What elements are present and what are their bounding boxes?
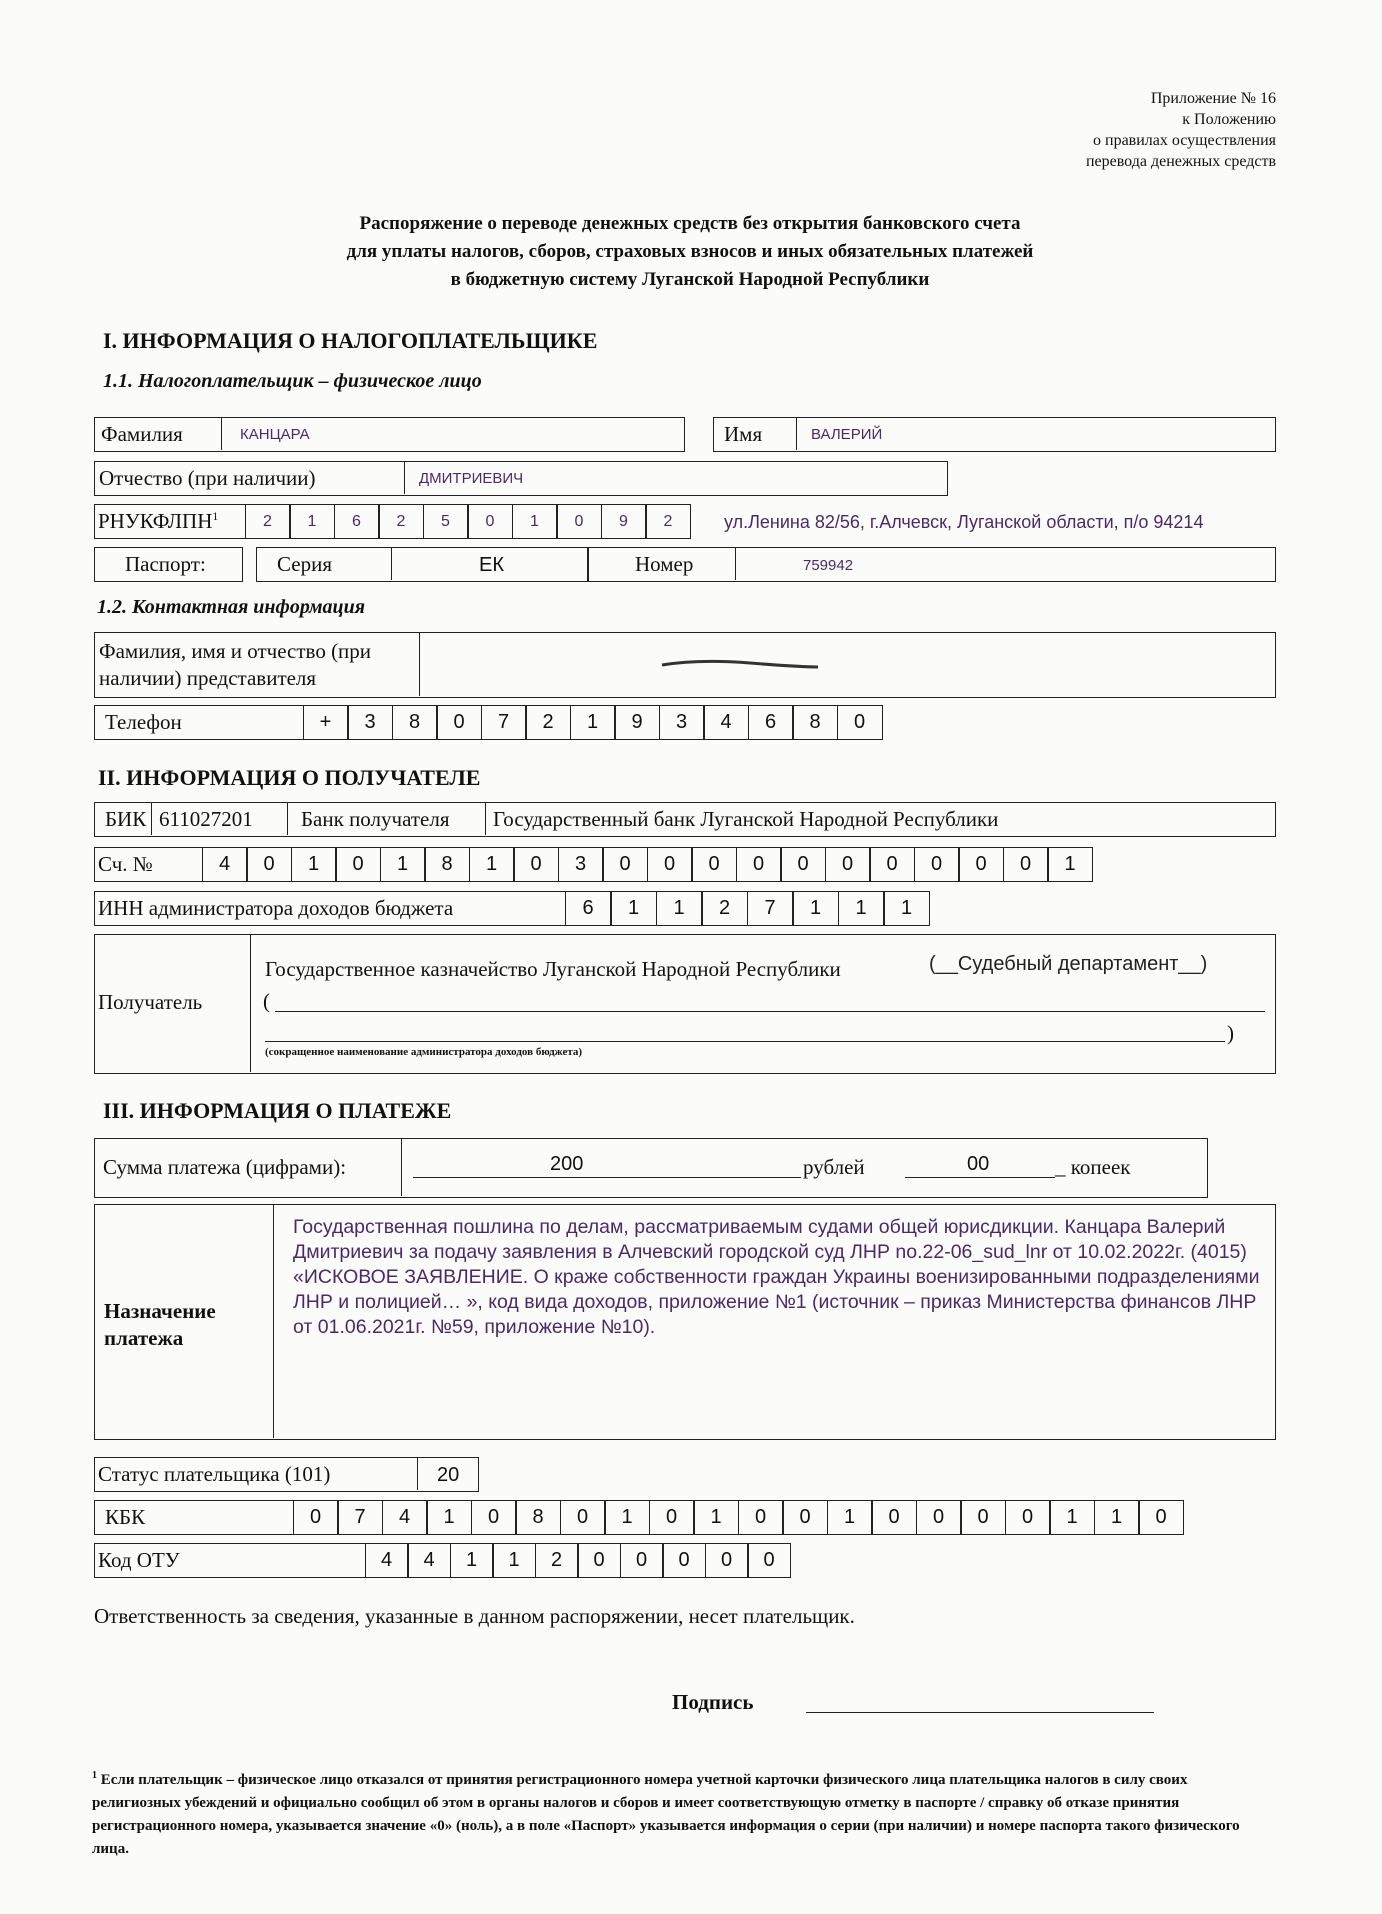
kbk-label-box bbox=[94, 1500, 294, 1535]
bik-bank-row bbox=[94, 802, 1276, 837]
digit-cell[interactable]: 1 bbox=[570, 705, 616, 740]
digit-cell[interactable]: 6 bbox=[565, 891, 612, 926]
signature-label: Подпись bbox=[672, 1690, 754, 1714]
number-label: Номер bbox=[635, 552, 694, 576]
digit-cell[interactable]: 7 bbox=[337, 1500, 383, 1535]
digit-cell[interactable]: 0 bbox=[1003, 847, 1049, 882]
digit-cell[interactable]: 0 bbox=[293, 1500, 339, 1535]
status-value: 20 bbox=[437, 1464, 460, 1486]
digit-cell[interactable]: 0 bbox=[691, 847, 737, 882]
digit-cell[interactable]: 1 bbox=[1047, 847, 1093, 882]
digit-cell[interactable]: 8 bbox=[424, 847, 470, 882]
title-line: Распоряжение о переводе денежных средств без открытия банковского счета bbox=[359, 213, 1021, 234]
digit-cell[interactable]: 9 bbox=[601, 504, 647, 539]
digit-cell[interactable]: 9 bbox=[614, 705, 660, 740]
digit-cell[interactable]: 2 bbox=[645, 504, 691, 539]
digit-cell[interactable]: 1 bbox=[883, 891, 930, 926]
footnote bbox=[92, 1764, 1272, 1861]
name-label: Имя bbox=[724, 422, 763, 446]
representative-label: Фамилия, имя и отчество (при bbox=[99, 639, 372, 663]
digit-cell[interactable]: 6 bbox=[334, 504, 380, 539]
name-value: ВАЛЕРИЙ bbox=[811, 426, 883, 443]
header-line: Приложение № 16 bbox=[1150, 90, 1276, 107]
footnote-mark: 1 bbox=[92, 1770, 97, 1781]
header-line: перевода денежных средств bbox=[1085, 153, 1276, 170]
patronymic-label: Отчество (при наличии) bbox=[99, 466, 316, 490]
purpose-label: Назначение bbox=[104, 1299, 216, 1323]
phone-label-box bbox=[94, 705, 304, 740]
passport-series-field[interactable] bbox=[256, 547, 588, 582]
digit-cell[interactable]: 1 bbox=[610, 891, 657, 926]
inn-label: ИНН администратора доходов бюджета bbox=[98, 896, 454, 920]
account-label: Сч. № bbox=[98, 852, 153, 876]
bank-value: Государственный банк Луганской Народной Республики bbox=[493, 807, 999, 831]
digit-cell[interactable]: 4 bbox=[407, 1543, 451, 1578]
sum-kopecks-value: 00 bbox=[967, 1153, 990, 1175]
digit-cell[interactable]: 0 bbox=[647, 847, 693, 882]
recipient-value: Государственное казначейство Луганской Народной Республики bbox=[265, 957, 841, 981]
pen-stroke-mark bbox=[660, 655, 820, 675]
digit-cell[interactable]: 0 bbox=[602, 847, 648, 882]
phone-label: Телефон bbox=[105, 710, 182, 734]
digit-cell[interactable]: 1 bbox=[380, 847, 426, 882]
digit-cell[interactable]: 0 bbox=[1005, 1500, 1051, 1535]
digit-cell[interactable]: 6 bbox=[748, 705, 794, 740]
digit-cell[interactable]: 7 bbox=[481, 705, 527, 740]
digit-cell[interactable]: 8 bbox=[392, 705, 438, 740]
oktmo-label-box bbox=[94, 1543, 366, 1578]
account-label-box bbox=[94, 847, 203, 882]
digit-cell[interactable]: 1 bbox=[469, 847, 515, 882]
digit-cell[interactable]: 0 bbox=[467, 504, 513, 539]
recipient-open-paren: ( bbox=[263, 989, 270, 1013]
sum-label: Сумма платежа (цифрами): bbox=[103, 1155, 347, 1179]
digit-cell[interactable]: + bbox=[303, 705, 349, 740]
section-2-heading: II. ИНФОРМАЦИЯ О ПОЛУЧАТЕЛЕ bbox=[98, 765, 481, 790]
digit-cell[interactable]: 0 bbox=[662, 1543, 706, 1578]
kbk-digits[interactable] bbox=[294, 1500, 1184, 1535]
digit-cell[interactable]: 1 bbox=[1094, 1500, 1140, 1535]
digit-cell[interactable]: 1 bbox=[426, 1500, 472, 1535]
digit-cell[interactable]: 2 bbox=[525, 705, 571, 740]
digit-cell[interactable]: 0 bbox=[335, 847, 381, 882]
digit-cell[interactable]: 0 bbox=[560, 1500, 606, 1535]
digit-cell[interactable]: 3 bbox=[347, 705, 393, 740]
appendix-header bbox=[876, 88, 1276, 172]
digit-cell[interactable]: 8 bbox=[792, 705, 838, 740]
digit-cell[interactable]: 1 bbox=[289, 504, 335, 539]
digit-cell[interactable]: 0 bbox=[649, 1500, 695, 1535]
digit-cell[interactable]: 0 bbox=[738, 1500, 784, 1535]
digit-cell[interactable]: 4 bbox=[382, 1500, 428, 1535]
digit-cell[interactable]: 4 bbox=[202, 847, 248, 882]
digit-cell[interactable]: 0 bbox=[782, 1500, 828, 1535]
name-field[interactable] bbox=[713, 417, 1276, 452]
digit-cell[interactable]: 1 bbox=[450, 1543, 494, 1578]
title-line: в бюджетную систему Луганской Народной Республики bbox=[450, 269, 930, 290]
account-digits[interactable] bbox=[203, 847, 1093, 882]
digit-cell[interactable]: 4 bbox=[703, 705, 749, 740]
digit-cell[interactable]: 2 bbox=[245, 504, 291, 539]
surname-label: Фамилия bbox=[101, 422, 183, 446]
recipient-block bbox=[94, 934, 1276, 1074]
bik-label: БИК bbox=[105, 807, 147, 831]
subsection-1-2: 1.2. Контактная информация bbox=[97, 596, 366, 618]
recipient-caption: (сокращенное наименование администратора доходов бюджета) bbox=[265, 1046, 583, 1058]
digit-cell[interactable]: 0 bbox=[960, 1500, 1006, 1535]
digit-cell[interactable]: 0 bbox=[513, 847, 559, 882]
bank-label: Банк получателя bbox=[301, 807, 450, 831]
phone-digits[interactable] bbox=[304, 705, 883, 740]
sum-rubles-value: 200 bbox=[550, 1153, 584, 1175]
digit-cell[interactable]: 0 bbox=[914, 847, 960, 882]
series-label: Серия bbox=[277, 552, 332, 576]
subsection-1-1: 1.1. Налогоплательщик – физическое лицо bbox=[103, 370, 482, 392]
digit-cell[interactable]: 0 bbox=[825, 847, 871, 882]
digit-cell[interactable]: 0 bbox=[471, 1500, 517, 1535]
document-title bbox=[140, 210, 1240, 294]
section-1-heading: I. ИНФОРМАЦИЯ О НАЛОГОПЛАТЕЛЬЩИКЕ bbox=[103, 328, 598, 353]
digit-cell[interactable]: 1 bbox=[693, 1500, 739, 1535]
surname-value: КАНЦАРА bbox=[240, 426, 310, 443]
surname-field[interactable] bbox=[94, 417, 685, 452]
rnukflpn-digits[interactable] bbox=[246, 504, 691, 539]
digit-cell[interactable]: 0 bbox=[869, 847, 915, 882]
purpose-label: платежа bbox=[104, 1326, 184, 1350]
passport-label: Паспорт: bbox=[125, 552, 206, 576]
representative-field[interactable] bbox=[94, 632, 1276, 698]
status-label: Статус плательщика (101) bbox=[98, 1462, 331, 1486]
number-value: 759942 bbox=[803, 557, 854, 574]
rubles-label: рублей bbox=[803, 1155, 865, 1179]
digit-cell[interactable]: 0 bbox=[958, 847, 1004, 882]
header-line: к Положению bbox=[1182, 111, 1276, 128]
digit-cell[interactable]: 0 bbox=[916, 1500, 962, 1535]
digit-cell[interactable]: 0 bbox=[577, 1543, 621, 1578]
rnukflpn-label: РНУКФЛПН bbox=[98, 509, 213, 533]
digit-cell[interactable]: 0 bbox=[705, 1543, 749, 1578]
kbk-label: КБК bbox=[105, 1505, 146, 1529]
oktmo-label: Код ОТУ bbox=[98, 1548, 180, 1572]
digit-cell[interactable]: 1 bbox=[838, 891, 885, 926]
digit-cell[interactable]: 1 bbox=[656, 891, 703, 926]
rnukflpn-label-box bbox=[94, 504, 246, 539]
digit-cell[interactable]: 0 bbox=[556, 504, 602, 539]
footnote-ref: 1 bbox=[212, 509, 219, 523]
digit-cell[interactable]: 0 bbox=[620, 1543, 664, 1578]
digit-cell[interactable]: 0 bbox=[871, 1500, 917, 1535]
representative-label: наличии) представителя bbox=[99, 666, 317, 690]
sum-field[interactable] bbox=[94, 1138, 1208, 1198]
digit-cell[interactable]: 5 bbox=[423, 504, 469, 539]
title-line: для уплаты налогов, сборов, страховых взносов и иных обязательных платежей bbox=[346, 241, 1034, 262]
recipient-label: Получатель bbox=[98, 990, 203, 1014]
digit-cell[interactable]: 1 bbox=[1049, 1500, 1095, 1535]
digit-cell[interactable]: 3 bbox=[558, 847, 604, 882]
signature-line[interactable] bbox=[806, 1712, 1154, 1713]
digit-cell[interactable]: 0 bbox=[736, 847, 782, 882]
status-field[interactable] bbox=[94, 1457, 479, 1492]
patronymic-field[interactable] bbox=[94, 461, 948, 496]
purpose-block[interactable] bbox=[94, 1204, 1276, 1440]
responsibility-note: Ответственность за сведения, указанные в данном распоряжении, несет плательщик. bbox=[94, 1604, 855, 1628]
passport-label-box bbox=[94, 547, 243, 582]
patronymic-value: ДМИТРИЕВИЧ bbox=[419, 470, 524, 487]
digit-cell[interactable]: 1 bbox=[492, 1543, 536, 1578]
recipient-department: (__Судебный департамент__) bbox=[929, 953, 1208, 975]
inn-digits[interactable] bbox=[566, 891, 930, 926]
digit-cell[interactable]: 2 bbox=[378, 504, 424, 539]
digit-cell[interactable]: 2 bbox=[701, 891, 748, 926]
series-value: ЕК bbox=[479, 554, 504, 576]
purpose-text: Государственная пошлина по делам, рассматриваемым судами общей юрисдикции. Канцара Валерий Дмитриевич за подачу заявления в Алчевский городской суд ЛНР no.22-06_sud_lnr от 10.02.2022г. (4015) «ИСКОВОЕ ЗАЯВЛЕНИЕ. О краже собственности граждан Украины военизированными подразделениями ЛНР и полицией… », код вида доходов, приложение №1 (источник – приказ Министерства финансов ЛНР от 01.06.2021г. №59, приложение №10). bbox=[293, 1216, 1260, 1338]
address-text: ул.Ленина 82/56, г.Алчевск, Луганской области, п/о 94214 bbox=[724, 512, 1204, 532]
digit-cell[interactable]: 0 bbox=[1138, 1500, 1184, 1535]
passport-number-field[interactable] bbox=[588, 547, 1276, 582]
recipient-close-paren: ) bbox=[1227, 1021, 1234, 1045]
digit-cell[interactable]: 1 bbox=[291, 847, 337, 882]
digit-cell[interactable]: 0 bbox=[747, 1543, 791, 1578]
digit-cell[interactable]: 8 bbox=[515, 1500, 561, 1535]
digit-cell[interactable]: 1 bbox=[827, 1500, 873, 1535]
kopecks-label: _ копеек bbox=[1055, 1155, 1131, 1179]
digit-cell[interactable]: 0 bbox=[246, 847, 292, 882]
digit-cell[interactable]: 2 bbox=[535, 1543, 579, 1578]
footnote-text: Если плательщик – физическое лицо отказался от принятия регистрационного номера учетной карточки физического лица плательщика налогов в силу своих религиозных убеждений и официально сообщил об этом в органы налогов и сборов и имеет соответствующую отметку в паспорте / справку об отказе принятия регистрационного номера, указывается значение «0» (ноль), а в поле «Паспорт» указывается информация о серии (при наличии) и номере паспорта такого физического лица. bbox=[92, 1772, 1240, 1857]
digit-cell[interactable]: 0 bbox=[780, 847, 826, 882]
digit-cell[interactable]: 0 bbox=[837, 705, 883, 740]
header-line: о правилах осуществления bbox=[1093, 132, 1276, 149]
digit-cell[interactable]: 7 bbox=[747, 891, 794, 926]
digit-cell[interactable]: 0 bbox=[436, 705, 482, 740]
digit-cell[interactable]: 1 bbox=[792, 891, 839, 926]
bik-value: 611027201 bbox=[159, 807, 253, 831]
inn-label-box bbox=[94, 891, 566, 926]
digit-cell[interactable]: 1 bbox=[512, 504, 558, 539]
oktmo-digits[interactable] bbox=[366, 1543, 791, 1578]
digit-cell[interactable]: 3 bbox=[659, 705, 705, 740]
section-3-heading: III. ИНФОРМАЦИЯ О ПЛАТЕЖЕ bbox=[103, 1098, 452, 1123]
digit-cell[interactable]: 1 bbox=[604, 1500, 650, 1535]
digit-cell[interactable]: 4 bbox=[365, 1543, 409, 1578]
